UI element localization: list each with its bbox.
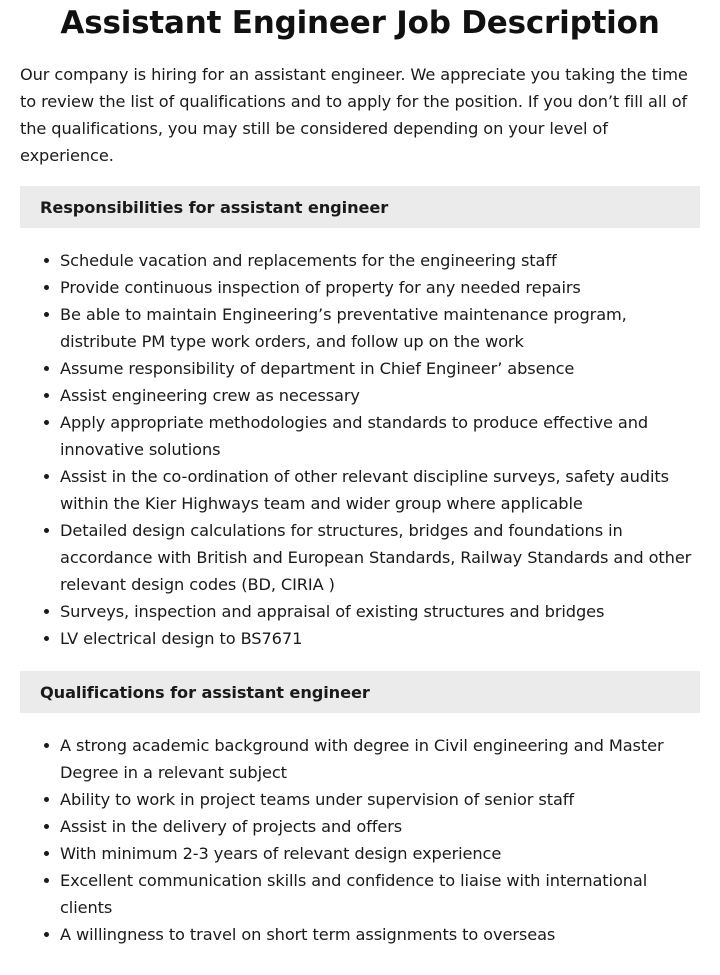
page-title: Assistant Engineer Job Description — [60, 5, 660, 41]
qualifications-list — [20, 732, 700, 948]
qualifications-heading: Qualifications for assistant engineer — [20, 671, 700, 713]
list-item: LV electrical design to BS7671 — [60, 625, 700, 652]
responsibilities-heading: Responsibilities for assistant engineer — [20, 186, 700, 228]
list-item: Surveys, inspection and appraisal of existing structures and bridges — [60, 598, 700, 625]
list-item: A strong academic background with degree in Civil engineering and Master Degree in a relevant subject — [60, 732, 700, 786]
list-item: Assume responsibility of department in Chief Engineer’ absence — [60, 355, 700, 382]
list-item: Provide continuous inspection of property for any needed repairs — [60, 274, 700, 301]
list-item: Excellent communication skills and confidence to liaise with international clients — [60, 867, 700, 921]
list-item: Assist in the co-ordination of other relevant discipline surveys, safety audits within the Kier Highways team and wider group where applicable — [60, 463, 700, 517]
intro-paragraph: Our company is hiring for an assistant engineer. We appreciate you taking the time to review the list of qualifications and to apply for the position. If you don’t fill all of the qualifications, you may still be considered depending on your level of experience. — [20, 65, 688, 165]
list-item: Assist in the delivery of projects and offers — [60, 813, 700, 840]
list-item: A willingness to travel on short term assignments to overseas — [60, 921, 700, 948]
list-item: With minimum 2-3 years of relevant design experience — [60, 840, 700, 867]
list-item: Be able to maintain Engineering’s preventative maintenance program, distribute PM type work orders, and follow up on the work — [60, 301, 700, 355]
list-item: Assist engineering crew as necessary — [60, 382, 700, 409]
list-item: Detailed design calculations for structures, bridges and foundations in accordance with British and European Standards, Railway Standards and other relevant design codes (BD, CIRIA ) — [60, 517, 700, 598]
list-item: Apply appropriate methodologies and standards to produce effective and innovative solutions — [60, 409, 700, 463]
list-item: Ability to work in project teams under supervision of senior staff — [60, 786, 700, 813]
responsibilities-list — [20, 247, 700, 652]
list-item: Schedule vacation and replacements for the engineering staff — [60, 247, 700, 274]
